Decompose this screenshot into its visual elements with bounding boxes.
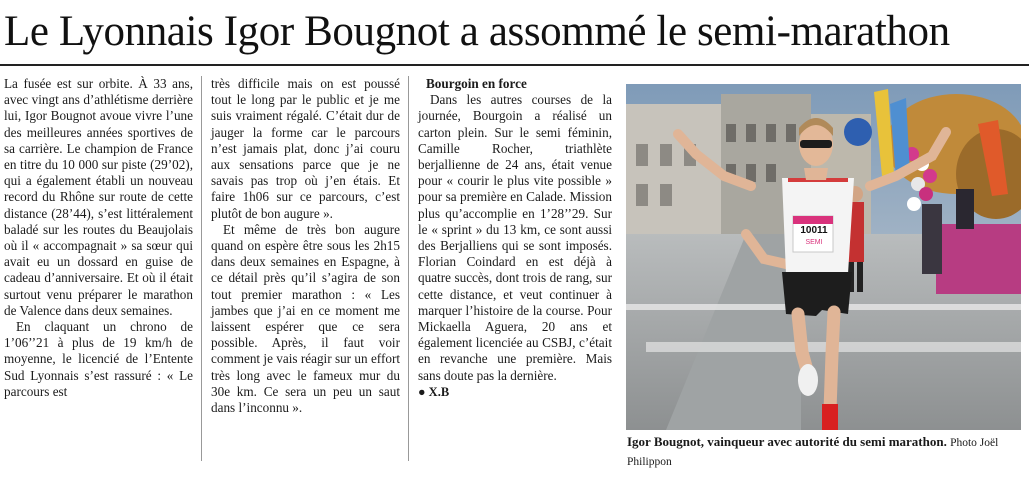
- article-column-1: [4, 76, 193, 400]
- column-divider: [408, 76, 409, 461]
- headline: Le Lyonnais Igor Bougnot a assommé le semi-marathon: [4, 8, 950, 55]
- article-column-3: [418, 76, 612, 400]
- paragraph: Et même de très bon augure quand on espère être sous les 2h15 dans deux semaines en Espagne, à ce détail près qu’il s’agira de son tout premier marathon : « Les jambes que j’ai en ce moment me laissent espérer que ce sera possible. Après, il faut voir comment je vais réagir sur un effort très long avec le fameux mur du 30e km. Ce sera un peu un saut dans l’inconnu ».: [211, 221, 400, 416]
- runner-photo: [626, 84, 1021, 430]
- article-column-2: [211, 76, 400, 416]
- photo-credit: Photo Joël Philippon: [627, 437, 999, 468]
- photo-illustration: [626, 84, 1021, 430]
- caption-text: Igor Bougnot, vainqueur avec autorité du semi marathon.: [627, 434, 947, 449]
- photo-caption: [627, 433, 1022, 471]
- byline: ● X.B: [418, 384, 450, 399]
- paragraph: La fusée est sur orbite. À 33 ans, avec vingt ans d’athlétisme derrière lui, Igor Bougnot avoue vivre l’une des meilleures années sportives de sa carrière. Le champion de France en titre du 10 000 sur piste (29’02), qui a également établi un nouveau record du Rhône sur route de cette distance (28’44), s’est littéralement baladé sur les routes du Beaujolais où il « accompagnait » sa sœur qui avait eu un dossard en guise de cadeau d’anniversaire. Et où il était surtout venu préparer le marathon de Valence dans deux semaines.: [4, 76, 193, 318]
- column-divider: [201, 76, 202, 461]
- bib-label: SEMI: [805, 239, 823, 246]
- headline-rule: [0, 64, 1029, 66]
- section-subhead: Bourgoin en force: [426, 76, 527, 91]
- paragraph: très difficile mais on est poussé tout le long par le public et je me suis vraiment régalé. C’était dur de jauger la forme car le parcours n’est jamais plat, donc j’ai couru aux sensations parce que je ne savais pas trop où j’en étais. Et faire 1h06 sur ce parcours, c’est plutôt de bon augure ».: [211, 76, 400, 221]
- bib-number: 10011: [800, 225, 828, 236]
- paragraph: Dans les autres courses de la journée, Bourgoin a réalisé un carton plein. Sur le semi féminin, Camille Rocher, triathlète berjallienne de 24 ans, était venue pour « courir le plus vite possible » pour sa première en Calade. Mission plus qu’accomplie en 1’28’’29. Sur le « sprint » du 13 km, ce sont aussi des Berjalliens qui se sont imposés. Florian Coindard en est déjà à quatre succès, dont trois de rang, sur cette distance, et veut continuer à marquer l’histoire de la course. Pour Mickaella Aguera, 20 ans et également licenciée au CSBJ, c’était en revanche une première. Mais sans doute pas la dernière.: [418, 92, 612, 383]
- paragraph: En claquant un chrono de 1’06’’21 à plus de 19 km/h de moyenne, le licencié de l’Entente Sud Lyonnais s’est rassuré : « Le parcours est: [4, 319, 193, 399]
